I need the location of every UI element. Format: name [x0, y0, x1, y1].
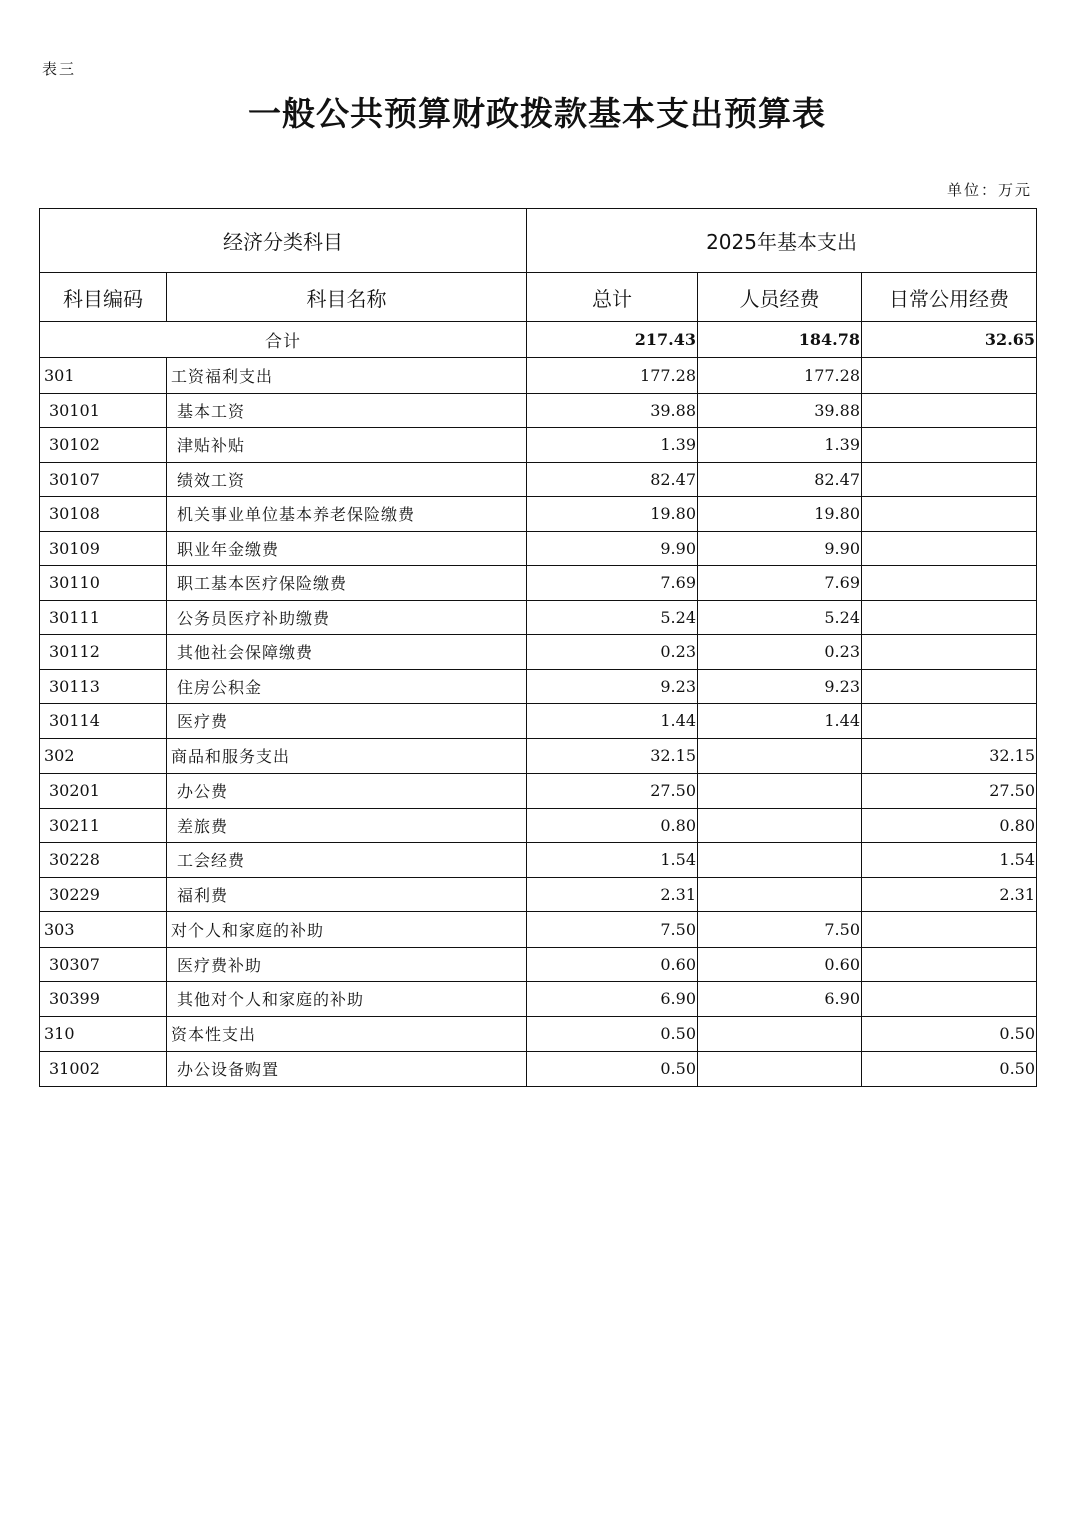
- row-name: 基本工资: [167, 393, 527, 428]
- row-public: [862, 358, 1037, 394]
- row-public: [862, 635, 1037, 670]
- table-row: [40, 358, 1037, 394]
- row-public: [862, 669, 1037, 704]
- row-name: 商品和服务支出: [167, 738, 527, 774]
- row-personnel: [698, 738, 862, 774]
- row-code: 30399: [40, 982, 167, 1017]
- row-total: 39.88: [527, 393, 698, 428]
- table-row: [40, 738, 1037, 774]
- row-personnel: 9.23: [698, 669, 862, 704]
- table-row: [40, 531, 1037, 566]
- row-public: [862, 566, 1037, 601]
- row-personnel: [698, 1052, 862, 1087]
- row-total: 7.69: [527, 566, 698, 601]
- row-name: 住房公积金: [167, 669, 527, 704]
- row-code: 30111: [40, 600, 167, 635]
- table-row: [40, 600, 1037, 635]
- table-row: [40, 982, 1037, 1017]
- summary-public: 32.65: [862, 322, 1037, 358]
- row-code: 303: [40, 912, 167, 948]
- row-personnel: 82.47: [698, 462, 862, 497]
- row-total: 0.80: [527, 808, 698, 843]
- row-code: 301: [40, 358, 167, 394]
- row-name: 其他对个人和家庭的补助: [167, 982, 527, 1017]
- row-code: 30211: [40, 808, 167, 843]
- row-total: 9.90: [527, 531, 698, 566]
- summary-personnel: 184.78: [698, 322, 862, 358]
- row-personnel: [698, 774, 862, 809]
- row-code: 30108: [40, 497, 167, 532]
- row-name: 工会经费: [167, 843, 527, 878]
- row-code: 30228: [40, 843, 167, 878]
- row-personnel: [698, 1016, 862, 1052]
- row-personnel: 5.24: [698, 600, 862, 635]
- row-name: 津贴补贴: [167, 428, 527, 463]
- row-total: 27.50: [527, 774, 698, 809]
- table-label: 表三: [42, 60, 77, 78]
- row-personnel: 177.28: [698, 358, 862, 394]
- row-personnel: 7.69: [698, 566, 862, 601]
- row-name: 医疗费补助: [167, 947, 527, 982]
- row-personnel: 6.90: [698, 982, 862, 1017]
- row-personnel: 39.88: [698, 393, 862, 428]
- row-total: 2.31: [527, 877, 698, 912]
- row-code: 31002: [40, 1052, 167, 1087]
- header-total: 总计: [527, 273, 698, 322]
- row-total: 9.23: [527, 669, 698, 704]
- row-name: 职业年金缴费: [167, 531, 527, 566]
- row-total: 32.15: [527, 738, 698, 774]
- row-code: 30101: [40, 393, 167, 428]
- table-row: [40, 669, 1037, 704]
- row-name: 公务员医疗补助缴费: [167, 600, 527, 635]
- unit-label: 单位：万元: [946, 181, 1032, 199]
- header-econ-category: 经济分类科目: [40, 209, 527, 273]
- row-total: 0.60: [527, 947, 698, 982]
- row-public: [862, 531, 1037, 566]
- header-code: 科目编码: [40, 273, 167, 322]
- table-row: [40, 947, 1037, 982]
- row-personnel: [698, 808, 862, 843]
- row-name: 资本性支出: [167, 1016, 527, 1052]
- row-public: [862, 982, 1037, 1017]
- row-personnel: 7.50: [698, 912, 862, 948]
- row-personnel: 0.23: [698, 635, 862, 670]
- row-code: 30201: [40, 774, 167, 809]
- row-public: [862, 393, 1037, 428]
- table-row: [40, 497, 1037, 532]
- row-code: 30102: [40, 428, 167, 463]
- row-total: 82.47: [527, 462, 698, 497]
- row-name: 职工基本医疗保险缴费: [167, 566, 527, 601]
- row-personnel: 1.39: [698, 428, 862, 463]
- row-public: 27.50: [862, 774, 1037, 809]
- row-code: 30307: [40, 947, 167, 982]
- row-public: 32.15: [862, 738, 1037, 774]
- summary-row: [40, 322, 1037, 358]
- row-personnel: 1.44: [698, 704, 862, 739]
- row-total: 0.23: [527, 635, 698, 670]
- header-row-columns: [40, 273, 1037, 322]
- summary-total: 217.43: [527, 322, 698, 358]
- row-total: 0.50: [527, 1052, 698, 1087]
- table-row: [40, 635, 1037, 670]
- row-total: 1.54: [527, 843, 698, 878]
- table-row: [40, 1016, 1037, 1052]
- row-name: 对个人和家庭的补助: [167, 912, 527, 948]
- row-personnel: [698, 843, 862, 878]
- row-total: 1.39: [527, 428, 698, 463]
- table-row: [40, 428, 1037, 463]
- row-public: [862, 912, 1037, 948]
- row-name: 绩效工资: [167, 462, 527, 497]
- row-total: 19.80: [527, 497, 698, 532]
- row-personnel: 9.90: [698, 531, 862, 566]
- header-personnel: 人员经费: [698, 273, 862, 322]
- row-personnel: 19.80: [698, 497, 862, 532]
- row-public: 0.50: [862, 1016, 1037, 1052]
- budget-table: [39, 208, 1037, 1087]
- row-code: 310: [40, 1016, 167, 1052]
- header-year-group: 2025年基本支出: [527, 209, 1037, 273]
- row-name: 办公费: [167, 774, 527, 809]
- summary-label: 合计: [40, 322, 527, 358]
- row-public: [862, 600, 1037, 635]
- row-code: 30109: [40, 531, 167, 566]
- row-name: 机关事业单位基本养老保险缴费: [167, 497, 527, 532]
- row-name: 办公设备购置: [167, 1052, 527, 1087]
- row-name: 医疗费: [167, 704, 527, 739]
- row-name: 工资福利支出: [167, 358, 527, 394]
- row-code: 30113: [40, 669, 167, 704]
- row-name: 其他社会保障缴费: [167, 635, 527, 670]
- row-public: [862, 428, 1037, 463]
- row-code: 30114: [40, 704, 167, 739]
- header-name: 科目名称: [167, 273, 527, 322]
- budget-body: [40, 322, 1037, 1087]
- header-row-group: [40, 209, 1037, 273]
- row-total: 1.44: [527, 704, 698, 739]
- row-public: 2.31: [862, 877, 1037, 912]
- table-row: [40, 843, 1037, 878]
- row-public: [862, 704, 1037, 739]
- row-public: [862, 462, 1037, 497]
- table-row: [40, 704, 1037, 739]
- row-total: 0.50: [527, 1016, 698, 1052]
- row-public: [862, 947, 1037, 982]
- row-code: 30229: [40, 877, 167, 912]
- row-public: 1.54: [862, 843, 1037, 878]
- table-row: [40, 1052, 1037, 1087]
- table-row: [40, 912, 1037, 948]
- row-total: 5.24: [527, 600, 698, 635]
- row-public: 0.50: [862, 1052, 1037, 1087]
- row-total: 177.28: [527, 358, 698, 394]
- table-row: [40, 462, 1037, 497]
- row-code: 30112: [40, 635, 167, 670]
- header-public: 日常公用经费: [862, 273, 1037, 322]
- table-row: [40, 566, 1037, 601]
- table-row: [40, 393, 1037, 428]
- row-public: 0.80: [862, 808, 1037, 843]
- row-public: [862, 497, 1037, 532]
- row-code: 30110: [40, 566, 167, 601]
- row-code: 30107: [40, 462, 167, 497]
- table-row: [40, 774, 1037, 809]
- row-personnel: [698, 877, 862, 912]
- row-name: 福利费: [167, 877, 527, 912]
- row-personnel: 0.60: [698, 947, 862, 982]
- row-code: 302: [40, 738, 167, 774]
- row-name: 差旅费: [167, 808, 527, 843]
- row-total: 6.90: [527, 982, 698, 1017]
- page-title: 一般公共预算财政拨款基本支出预算表: [248, 94, 826, 133]
- table-row: [40, 808, 1037, 843]
- table-row: [40, 877, 1037, 912]
- row-total: 7.50: [527, 912, 698, 948]
